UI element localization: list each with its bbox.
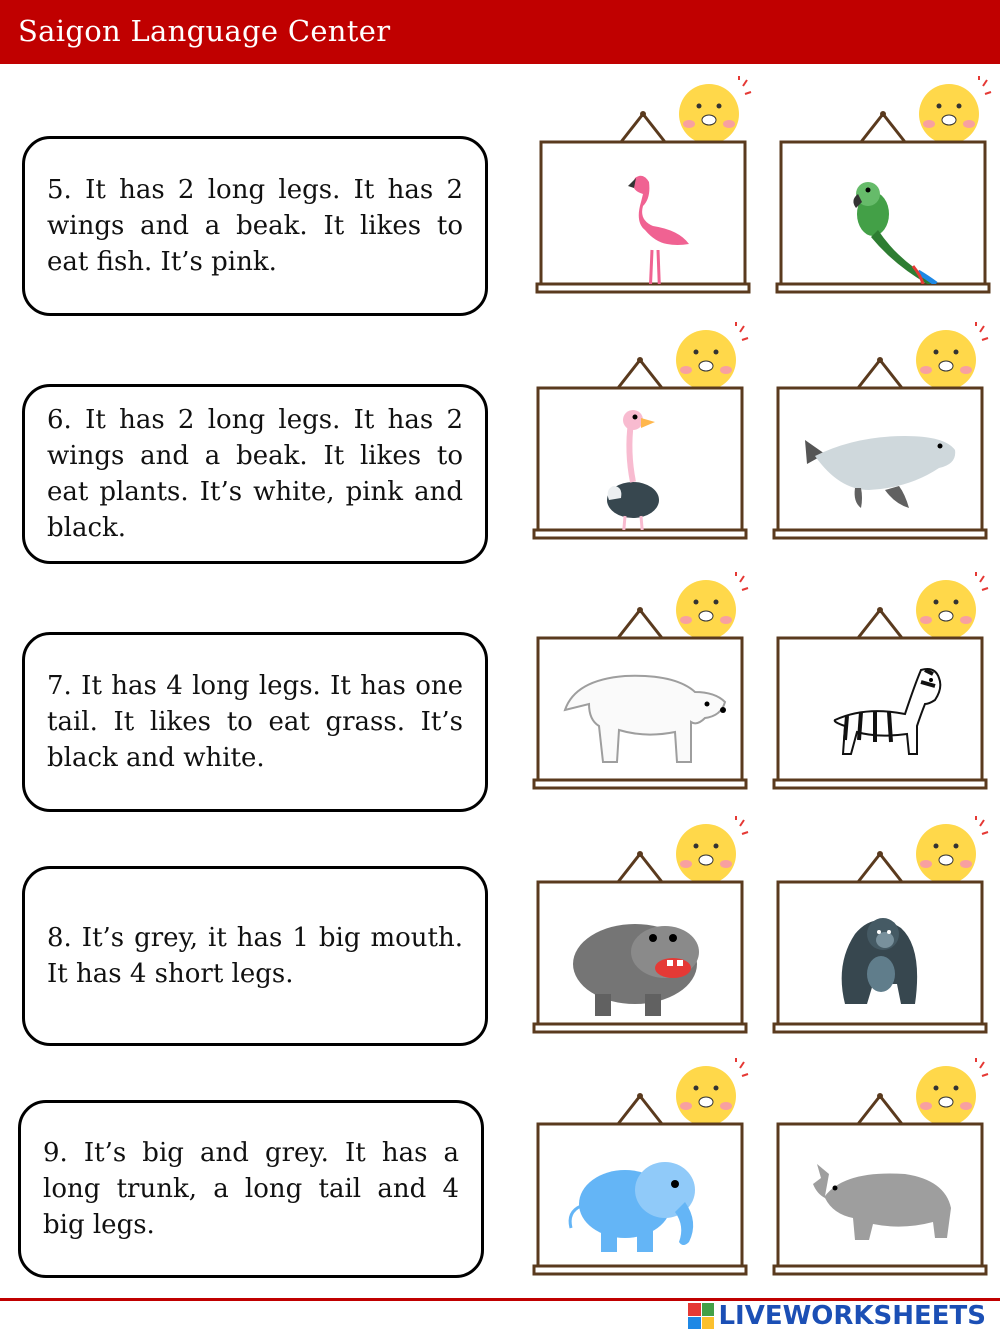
flamingo-icon: [548, 154, 738, 284]
question-box-8: [22, 866, 488, 1046]
question-box-9: [18, 1100, 484, 1278]
zebra-icon: [785, 650, 975, 780]
liveworksheets-logo: [688, 1298, 986, 1334]
header-title: Saigon Language Center: [18, 14, 391, 48]
picture-board-q5-a[interactable]: [533, 76, 753, 306]
picture-board-q7-a[interactable]: [530, 572, 750, 802]
picture-board-q8-b[interactable]: [770, 816, 990, 1046]
picture-board-q6-a[interactable]: [530, 322, 750, 552]
liveworksheets-logo-icon: [688, 1303, 714, 1329]
gorilla-icon: [785, 894, 975, 1024]
seal-icon: [785, 400, 975, 530]
picture-board-q9-a[interactable]: [530, 1058, 750, 1288]
question-text: 6. It has 2 long legs. It has 2 wings and a beak. It likes to eat plants. It’s white, pink and black.: [47, 405, 463, 543]
question-text: 5. It has 2 long legs. It has 2 wings and a beak. It likes to eat fish. It’s pink.: [47, 175, 463, 277]
picture-board-q9-b[interactable]: [770, 1058, 990, 1288]
picture-board-q6-b[interactable]: [770, 322, 990, 552]
picture-board-q5-b[interactable]: [773, 76, 993, 306]
polar-bear-icon: [545, 650, 735, 780]
brand-text: LIVEWORKSHEETS: [718, 1301, 986, 1331]
question-text: 7. It has 4 long legs. It has one tail. It likes to eat grass. It’s black and white.: [47, 671, 463, 773]
ostrich-icon: [545, 400, 735, 530]
rhino-icon: [785, 1136, 975, 1266]
hippo-icon: [545, 894, 735, 1024]
question-text: 8. It’s grey, it has 1 big mouth. It has 4 short legs.: [47, 923, 463, 989]
picture-board-q7-b[interactable]: [770, 572, 990, 802]
question-box-6: [22, 384, 488, 564]
question-box-5: [22, 136, 488, 316]
header-bar: [0, 0, 1000, 64]
picture-board-q8-a[interactable]: [530, 816, 750, 1046]
elephant-icon: [545, 1136, 735, 1266]
parrot-icon: [788, 154, 978, 284]
question-text: 9. It’s big and grey. It has a long trunk, a long tail and 4 big legs.: [43, 1138, 459, 1240]
question-box-7: [22, 632, 488, 812]
